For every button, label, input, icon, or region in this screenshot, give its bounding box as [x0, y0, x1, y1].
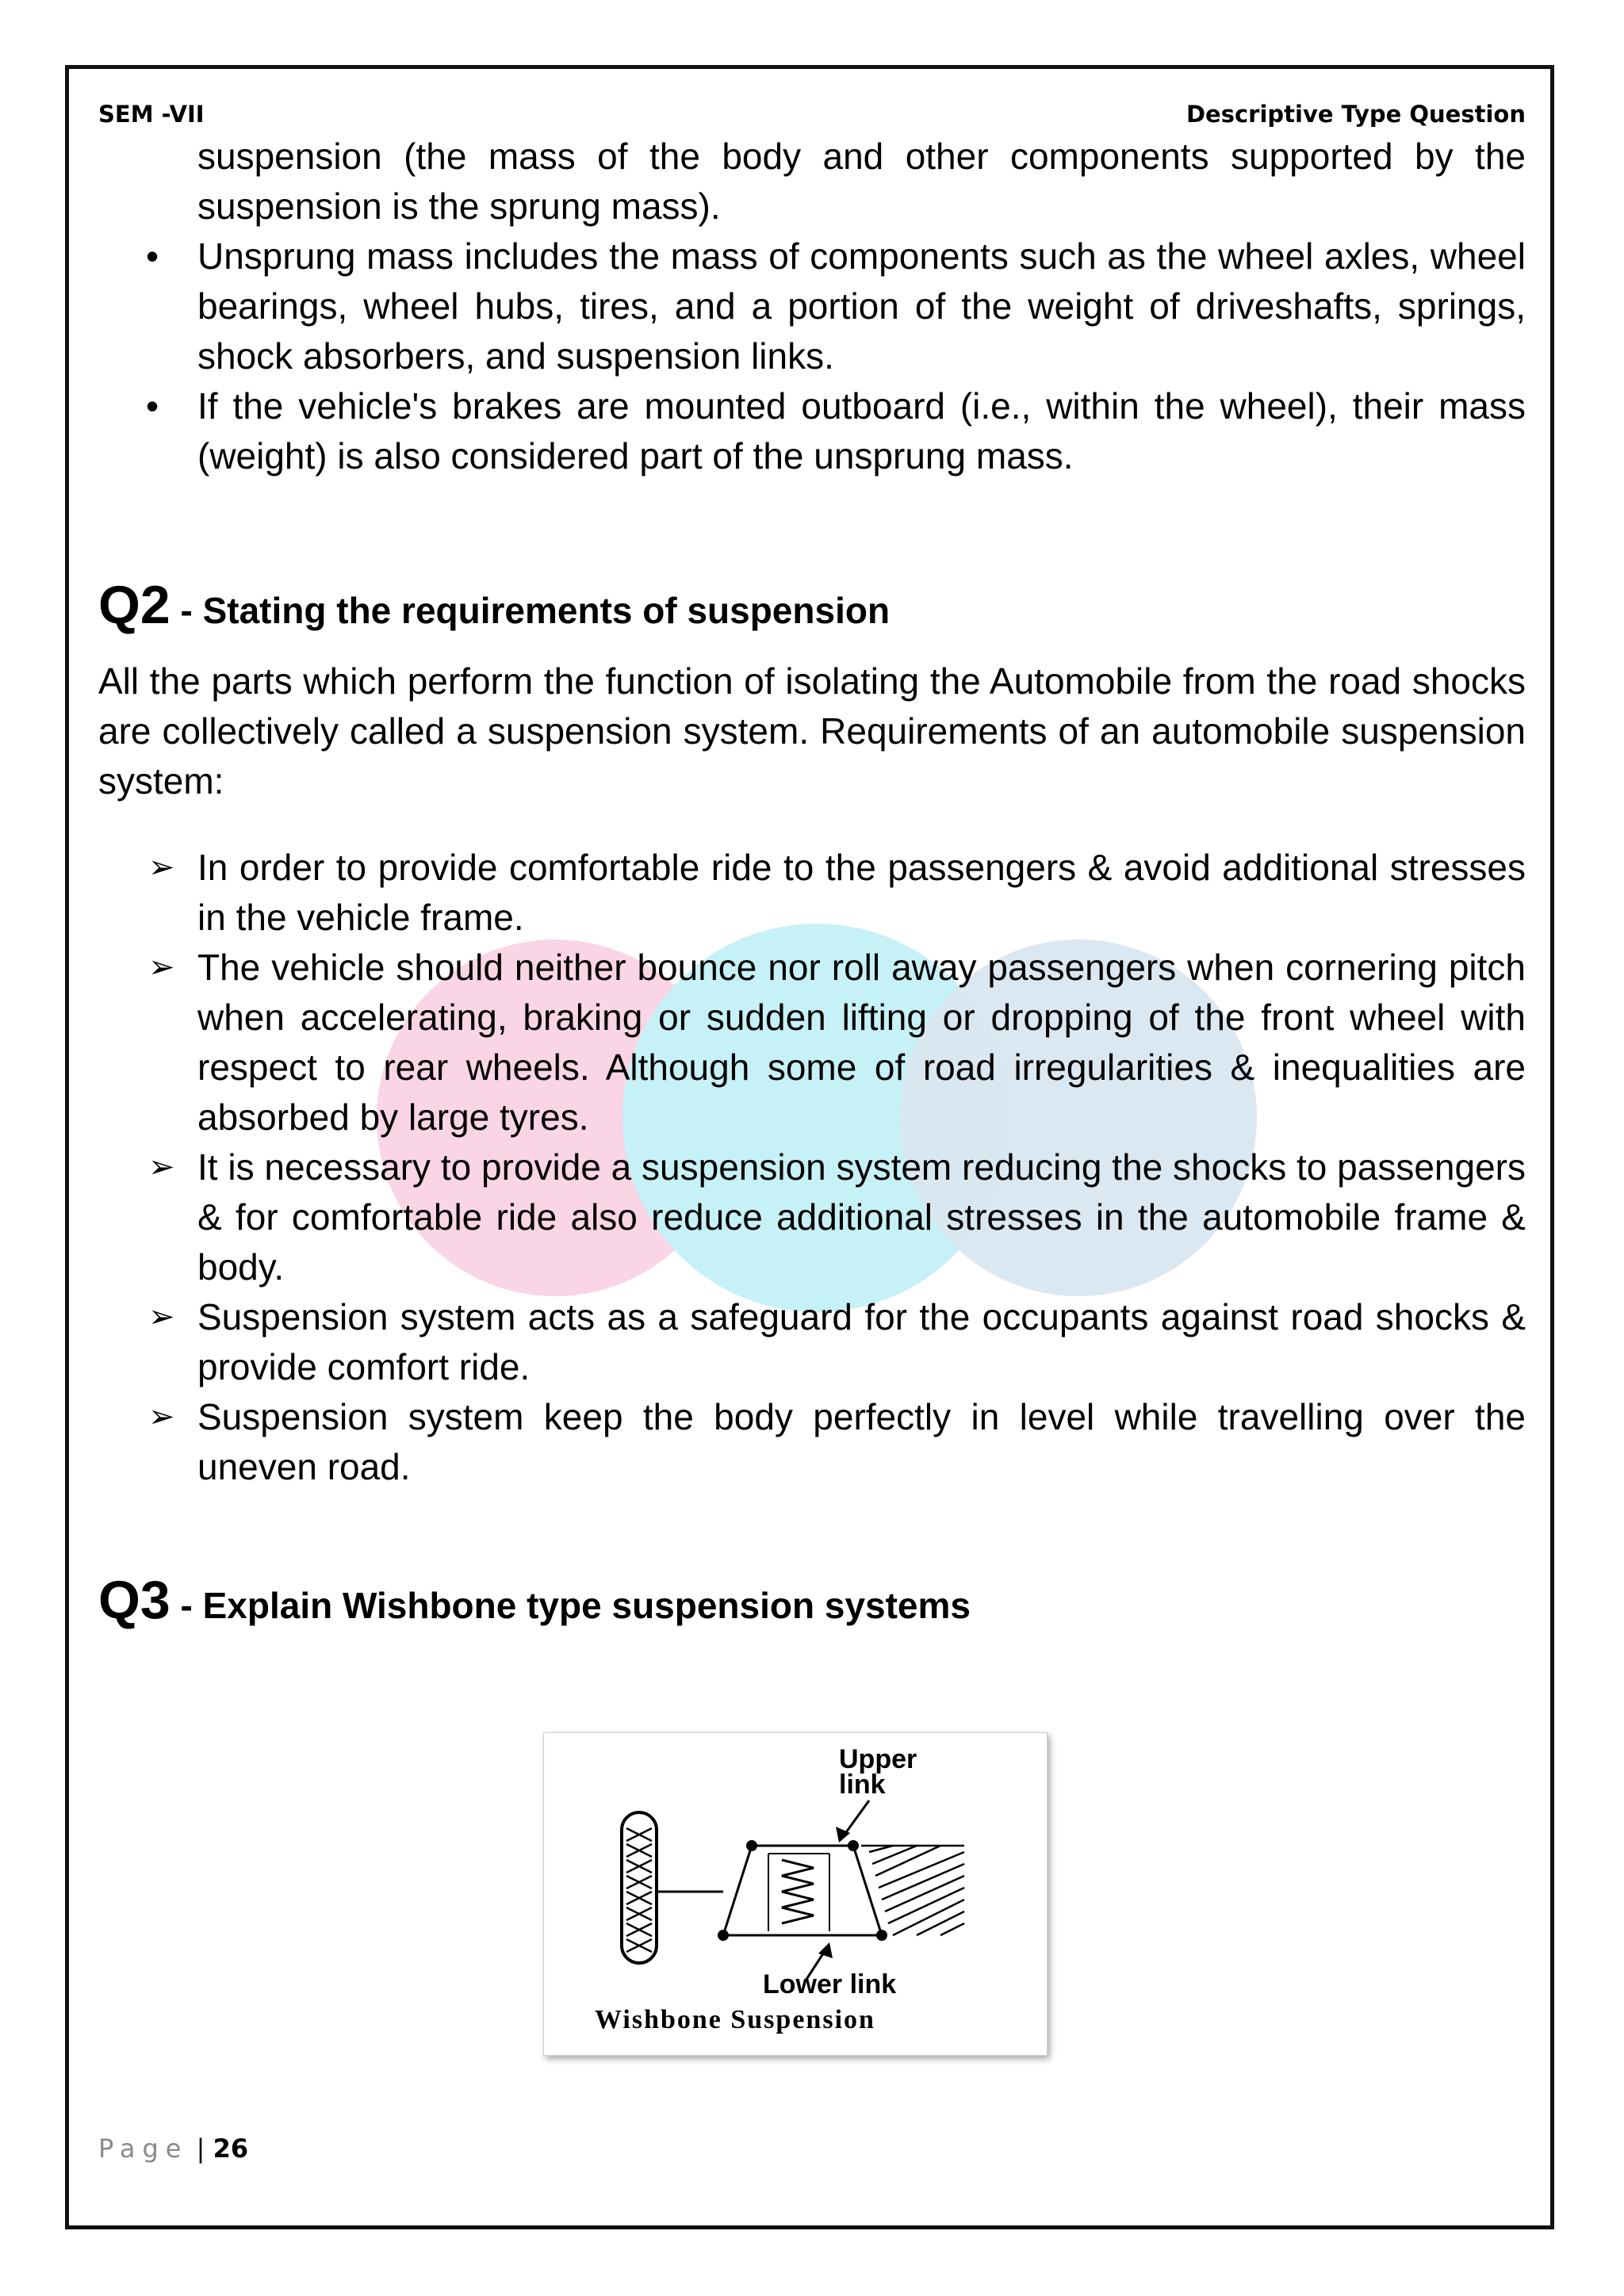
arrow-bullet-icon: ➢	[148, 949, 175, 985]
q2-requirements-list	[98, 843, 1526, 1492]
bullet-icon: •	[146, 235, 159, 277]
list-item: ➢ Suspension system acts as a safeguard for the occupants against road shocks & provide comfort ride.	[98, 1292, 1526, 1392]
pivot-points	[718, 1840, 887, 1941]
wishbone-figure	[543, 1732, 1048, 2056]
intro-continuation	[98, 132, 1526, 232]
page-number: 26	[213, 2133, 249, 2164]
spring-icon	[782, 1860, 814, 1923]
page-footer	[98, 2133, 248, 2164]
list-item: ➢ Suspension system keep the body perfectly in level while travelling over the uneven road.	[98, 1392, 1526, 1492]
arrow-bullet-icon: ➢	[148, 849, 175, 886]
q2-paragraph: All the parts which perform the function of isolating the Automobile from the road shocks are collectively called a suspension system. Requirements of an automobile suspension system:	[98, 660, 1526, 802]
continuation-text: suspension (the mass of the body and other components supported by the suspension is the sprung mass).	[197, 136, 1526, 227]
arrow-bullet-icon: ➢	[148, 1399, 175, 1435]
page-content	[98, 132, 1526, 1637]
upper-link-label: Upper	[839, 1744, 917, 1774]
list-item: ➢ The vehicle should neither bounce nor roll away passengers when cornering pitch when accelerating, braking or sudden lifting or dropping of the front wheel with respect to rear wheels. Although some of road irregularities & inequalities are absorbed by large tyres.	[98, 943, 1526, 1142]
lower-link-label: Lower link	[763, 1969, 897, 1999]
figure-caption: Wishbone Suspension	[595, 2005, 875, 2034]
intro-bullet-list	[98, 232, 1526, 481]
footer-separator: |	[196, 2133, 205, 2164]
list-item: ➢ In order to provide comfortable ride to the passengers & avoid additional stresses in the vehicle frame.	[98, 843, 1526, 943]
header-sem: SEM -VII	[98, 101, 205, 128]
arrow-bullet-icon: ➢	[148, 1149, 175, 1185]
list-item: ➢ It is necessary to provide a suspension system reducing the shocks to passengers & for comfortable ride also reduce additional stresses in the automobile frame & body.	[98, 1142, 1526, 1292]
page-word: Page	[98, 2133, 189, 2164]
wishbone-diagram	[544, 1733, 1047, 2055]
list-item: • If the vehicle's brakes are mounted outboard (i.e., within the wheel), their mass (weight) is also considered part of the unsprung mass.	[98, 381, 1526, 481]
q3-heading: Q3 - Explain Wishbone type suspension systems	[98, 1570, 971, 1630]
q2-heading: Q2 - Stating the requirements of suspension	[98, 575, 891, 635]
tyre-icon	[622, 1812, 657, 1963]
upper-link-label-2: link	[839, 1770, 886, 1800]
arrow-bullet-icon: ➢	[148, 1299, 175, 1335]
header-question-type: Descriptive Type Question	[1185, 101, 1526, 128]
list-item: • Unsprung mass includes the mass of components such as the wheel axles, wheel bearings, wheel hubs, tires, and a portion of the weight of driveshafts, springs, shock absorbers, and suspension links.	[98, 232, 1526, 381]
bullet-icon: •	[146, 385, 159, 427]
